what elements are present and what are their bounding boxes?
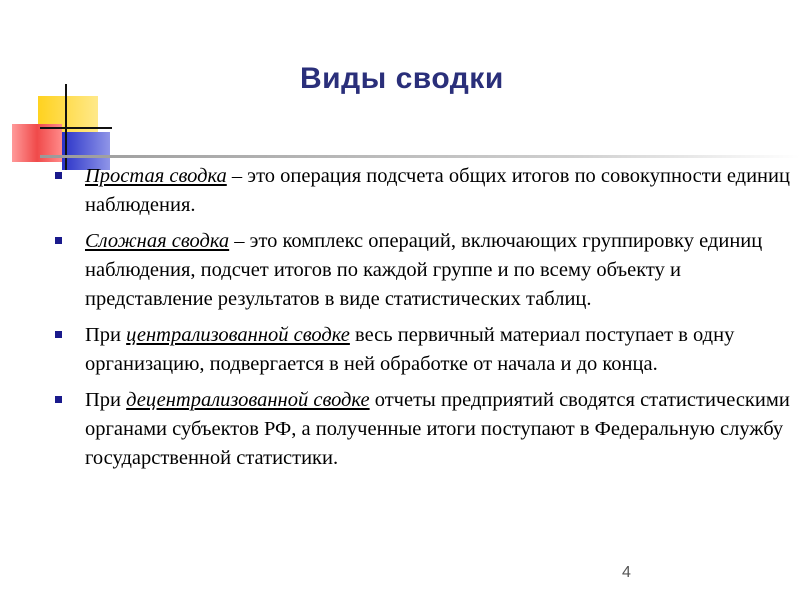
square-bullet-icon [55,172,62,179]
square-bullet-icon [55,237,62,244]
list-item [55,321,795,379]
item-prefix: При [85,324,127,346]
square-bullet-icon [55,331,62,338]
item-term: Сложная сводка [85,230,230,252]
item-text: весь первичный материал поступает в одну организацию, подвергается в ней обработке от начала и до конца. [85,324,735,375]
item-term: децентрализованной сводке [126,389,370,411]
square-bullet-icon [55,396,62,403]
page-number: 4 [622,564,631,581]
list-item [55,227,795,314]
bullet-list [55,162,795,480]
item-text: – это комплекс операций, включающих группировку единиц наблюдения, подсчет итогов по каждой группе и по всему объекту и представление результатов в виде статистических таблиц. [85,230,763,310]
item-term: Простая сводка [85,165,227,187]
list-item [55,386,795,473]
slide-title: Виды сводки [300,62,504,95]
list-item [55,162,795,220]
item-prefix: При [85,389,127,411]
divider-line [40,155,800,158]
item-term: централизованной сводке [126,324,350,346]
item-text: отчеты предприятий сводятся статистическими органами субъектов РФ, а полученные итоги поступают в Федеральную службу государственной статистики. [85,389,790,469]
item-text: – это операция подсчета общих итогов по совокупности единиц наблюдения. [85,165,790,216]
